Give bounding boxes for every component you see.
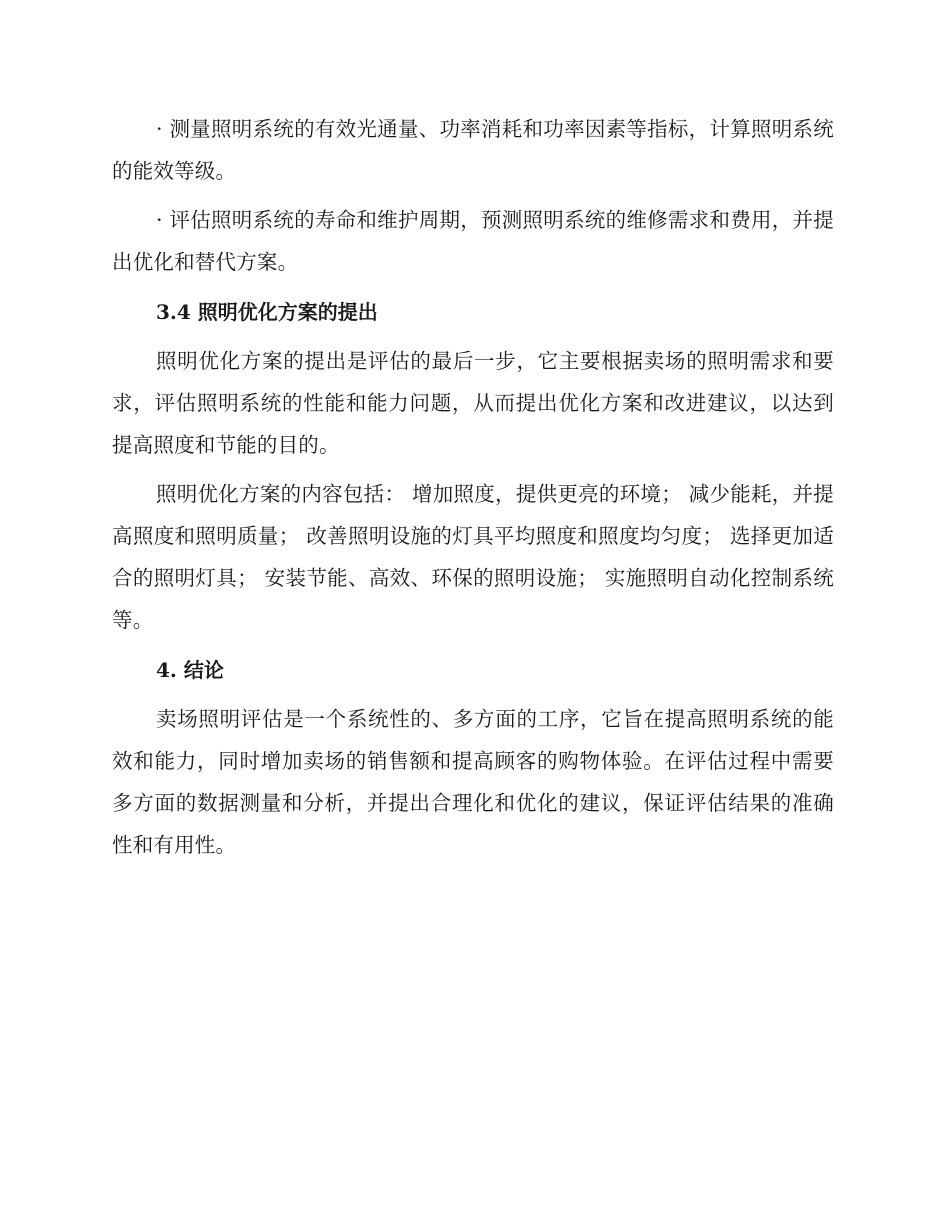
bullet-paragraph-metrics: · 测量照明系统的有效光通量、功率消耗和功率因素等指标，计算照明系统的能效等级。 [112, 117, 834, 183]
paragraph-optimization-content: 照明优化方案的内容包括： 增加照度，提供更亮的环境； 减少能耗，并提高照度和照明质量； 改善照明设施的灯具平均照度和照度均匀度； 选择更加适合的照明灯具； 安装节能、高效、环保的照明设施； 实施照明自动化控制系统等。 [112, 482, 834, 632]
section-heading-3-4: 3.4 照明优化方案的提出 [156, 300, 378, 324]
bullet-paragraph-lifespan: · 评估照明系统的寿命和维护周期，预测照明系统的维修需求和费用，并提出优化和替代方案。 [112, 208, 834, 274]
paragraph-optimization-intro: 照明优化方案的提出是评估的最后一步，它主要根据卖场的照明需求和要求，评估照明系统的性能和能力问题，从而提出优化方案和改进建议，以达到提高照度和节能的目的。 [112, 349, 834, 457]
document-page [112, 108, 834, 866]
paragraph-conclusion: 卖场照明评估是一个系统性的、多方面的工序，它旨在提高照明系统的能效和能力，同时增加卖场的销售额和提高顾客的购物体验。在评估过程中需要多方面的数据测量和分析，并提出合理化和优化的建议，保证评估结果的准确性和有用性。 [112, 707, 834, 857]
section-heading-conclusion: 4. 结论 [156, 658, 224, 682]
